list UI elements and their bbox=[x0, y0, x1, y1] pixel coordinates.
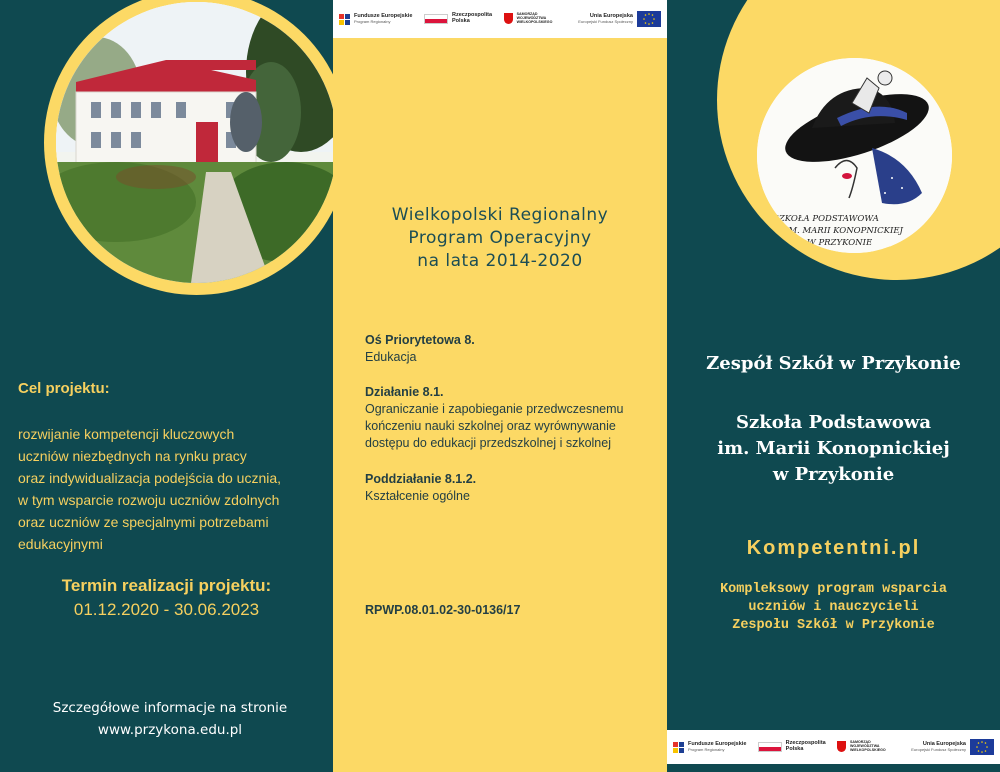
info-line: Szczegółowe informacje na stronie bbox=[52, 700, 288, 716]
samorzad-logo bbox=[837, 741, 900, 752]
eu-flag-icon bbox=[637, 11, 661, 27]
goal-line: w tym wsparcie rozwoju uczniów zdolnych bbox=[18, 492, 280, 508]
school-line: Szkoła Podstawowa bbox=[736, 412, 931, 433]
goal-line: oraz indywidualizacja podejścia do ucznia, bbox=[18, 470, 282, 486]
samorzad-text: SAMORZĄD WOJEWÓDZTWA WIELKOPOLSKIEGO bbox=[516, 12, 553, 24]
school-line: w Przykonie bbox=[772, 464, 895, 485]
goal-line: oraz uczniów ze specjalnymi potrzebami bbox=[18, 514, 269, 530]
polish-flag-icon bbox=[424, 14, 448, 24]
unia-logo bbox=[911, 739, 994, 755]
left-panel bbox=[0, 0, 333, 772]
school-painting-image bbox=[56, 2, 333, 283]
logo-strip-bottom bbox=[667, 730, 1000, 764]
fundusze-star-icon bbox=[673, 742, 684, 753]
school-name bbox=[667, 410, 1000, 488]
program-details bbox=[365, 332, 665, 505]
school-logo-image bbox=[757, 58, 952, 253]
fundusze-star-icon bbox=[339, 14, 350, 25]
polish-flag-icon bbox=[758, 742, 782, 752]
tagline-line: uczniów i nauczycieli bbox=[748, 600, 919, 615]
fundusze-title: Fundusze Europejskie bbox=[354, 13, 413, 20]
axis-heading: Oś Priorytetowa 8. bbox=[365, 333, 475, 347]
fundusze-sub: Program Regionalny bbox=[354, 18, 391, 24]
fundusze-logo bbox=[673, 742, 746, 753]
tagline-line: Kompleksowy program wsparcia bbox=[720, 582, 947, 597]
subaction-heading: Poddziałanie 8.1.2. bbox=[365, 472, 477, 486]
unia-logo bbox=[578, 11, 661, 27]
action-line: dostępu do edukacji przedszkolnej i szkolnej bbox=[365, 436, 611, 450]
fundusze-logo bbox=[339, 14, 412, 25]
goal-line: rozwijanie kompetencji kluczowych bbox=[18, 426, 235, 442]
school-photo bbox=[56, 2, 333, 283]
rzeczpospolita-logo bbox=[758, 741, 826, 753]
rzeczpospolita-logo bbox=[424, 13, 492, 25]
middle-panel bbox=[333, 0, 667, 772]
action-line: kończeniu nauki szkolnej oraz wyrównywanie bbox=[365, 419, 616, 433]
school-logo bbox=[757, 58, 952, 253]
program-line: Program Operacyjny bbox=[408, 228, 592, 248]
logo-text-line: IM. MARII KONOPNICKIEJ bbox=[785, 226, 903, 236]
goal-heading: Cel projektu: bbox=[18, 380, 110, 397]
goal-line: edukacyjnymi bbox=[18, 536, 103, 552]
program-line: Wielkopolski Regionalny bbox=[391, 205, 609, 225]
program-line: na lata 2014-2020 bbox=[417, 251, 583, 271]
website-link[interactable]: www.przykona.edu.pl bbox=[97, 722, 243, 738]
goal-line: uczniów niezbędnych na rynku pracy bbox=[18, 448, 247, 464]
school-line: im. Marii Konopnickiej bbox=[717, 438, 950, 459]
crest-icon bbox=[504, 13, 513, 24]
logo-strip-top bbox=[333, 0, 667, 38]
rzeczpospolita-text: Rzeczpospolita Polska bbox=[452, 12, 493, 24]
action-heading: Działanie 8.1. bbox=[365, 385, 444, 399]
project-name: Kompetentni.pl bbox=[746, 537, 921, 559]
rzeczpospolita-text: Rzeczpospolita Polska bbox=[785, 740, 826, 752]
project-tagline bbox=[667, 581, 1000, 635]
unia-sub: Europejski Fundusz Społeczny bbox=[911, 746, 966, 752]
right-panel bbox=[667, 0, 1000, 772]
axis-text: Edukacja bbox=[365, 350, 417, 364]
unia-title: Unia Europejska bbox=[589, 13, 633, 20]
project-code: RPWP.08.01.02-30-0136/17 bbox=[365, 603, 521, 617]
tagline-line: Zespołu Szkół w Przykonie bbox=[732, 618, 935, 633]
term-dates: 01.12.2020 - 30.06.2023 bbox=[73, 600, 260, 619]
unia-sub: Europejski Fundusz Społeczny bbox=[578, 18, 633, 24]
crest-icon bbox=[837, 741, 846, 752]
samorzad-text: SAMORZĄD WOJEWÓDZTWA WIELKOPOLSKIEGO bbox=[849, 740, 886, 752]
samorzad-logo bbox=[504, 13, 567, 24]
school-group-title: Zespół Szkół w Przykonie bbox=[706, 353, 961, 374]
term-heading: Termin realizacji projektu: bbox=[61, 576, 272, 595]
logo-text-line: W PRZYKONIE bbox=[807, 238, 873, 248]
unia-title: Unia Europejska bbox=[922, 741, 966, 748]
fundusze-title: Fundusze Europejskie bbox=[688, 741, 747, 748]
subaction-text: Kształcenie ogólne bbox=[365, 489, 470, 503]
fundusze-sub: Program Regionalny bbox=[688, 746, 725, 752]
goal-text bbox=[18, 423, 281, 555]
program-title bbox=[333, 204, 667, 273]
action-line: Ograniczanie i zapobieganie przedwczesnemu bbox=[365, 402, 624, 416]
logo-text-line: SZKOŁA PODSTAWOWA bbox=[773, 214, 879, 224]
eu-flag-icon bbox=[970, 739, 994, 755]
